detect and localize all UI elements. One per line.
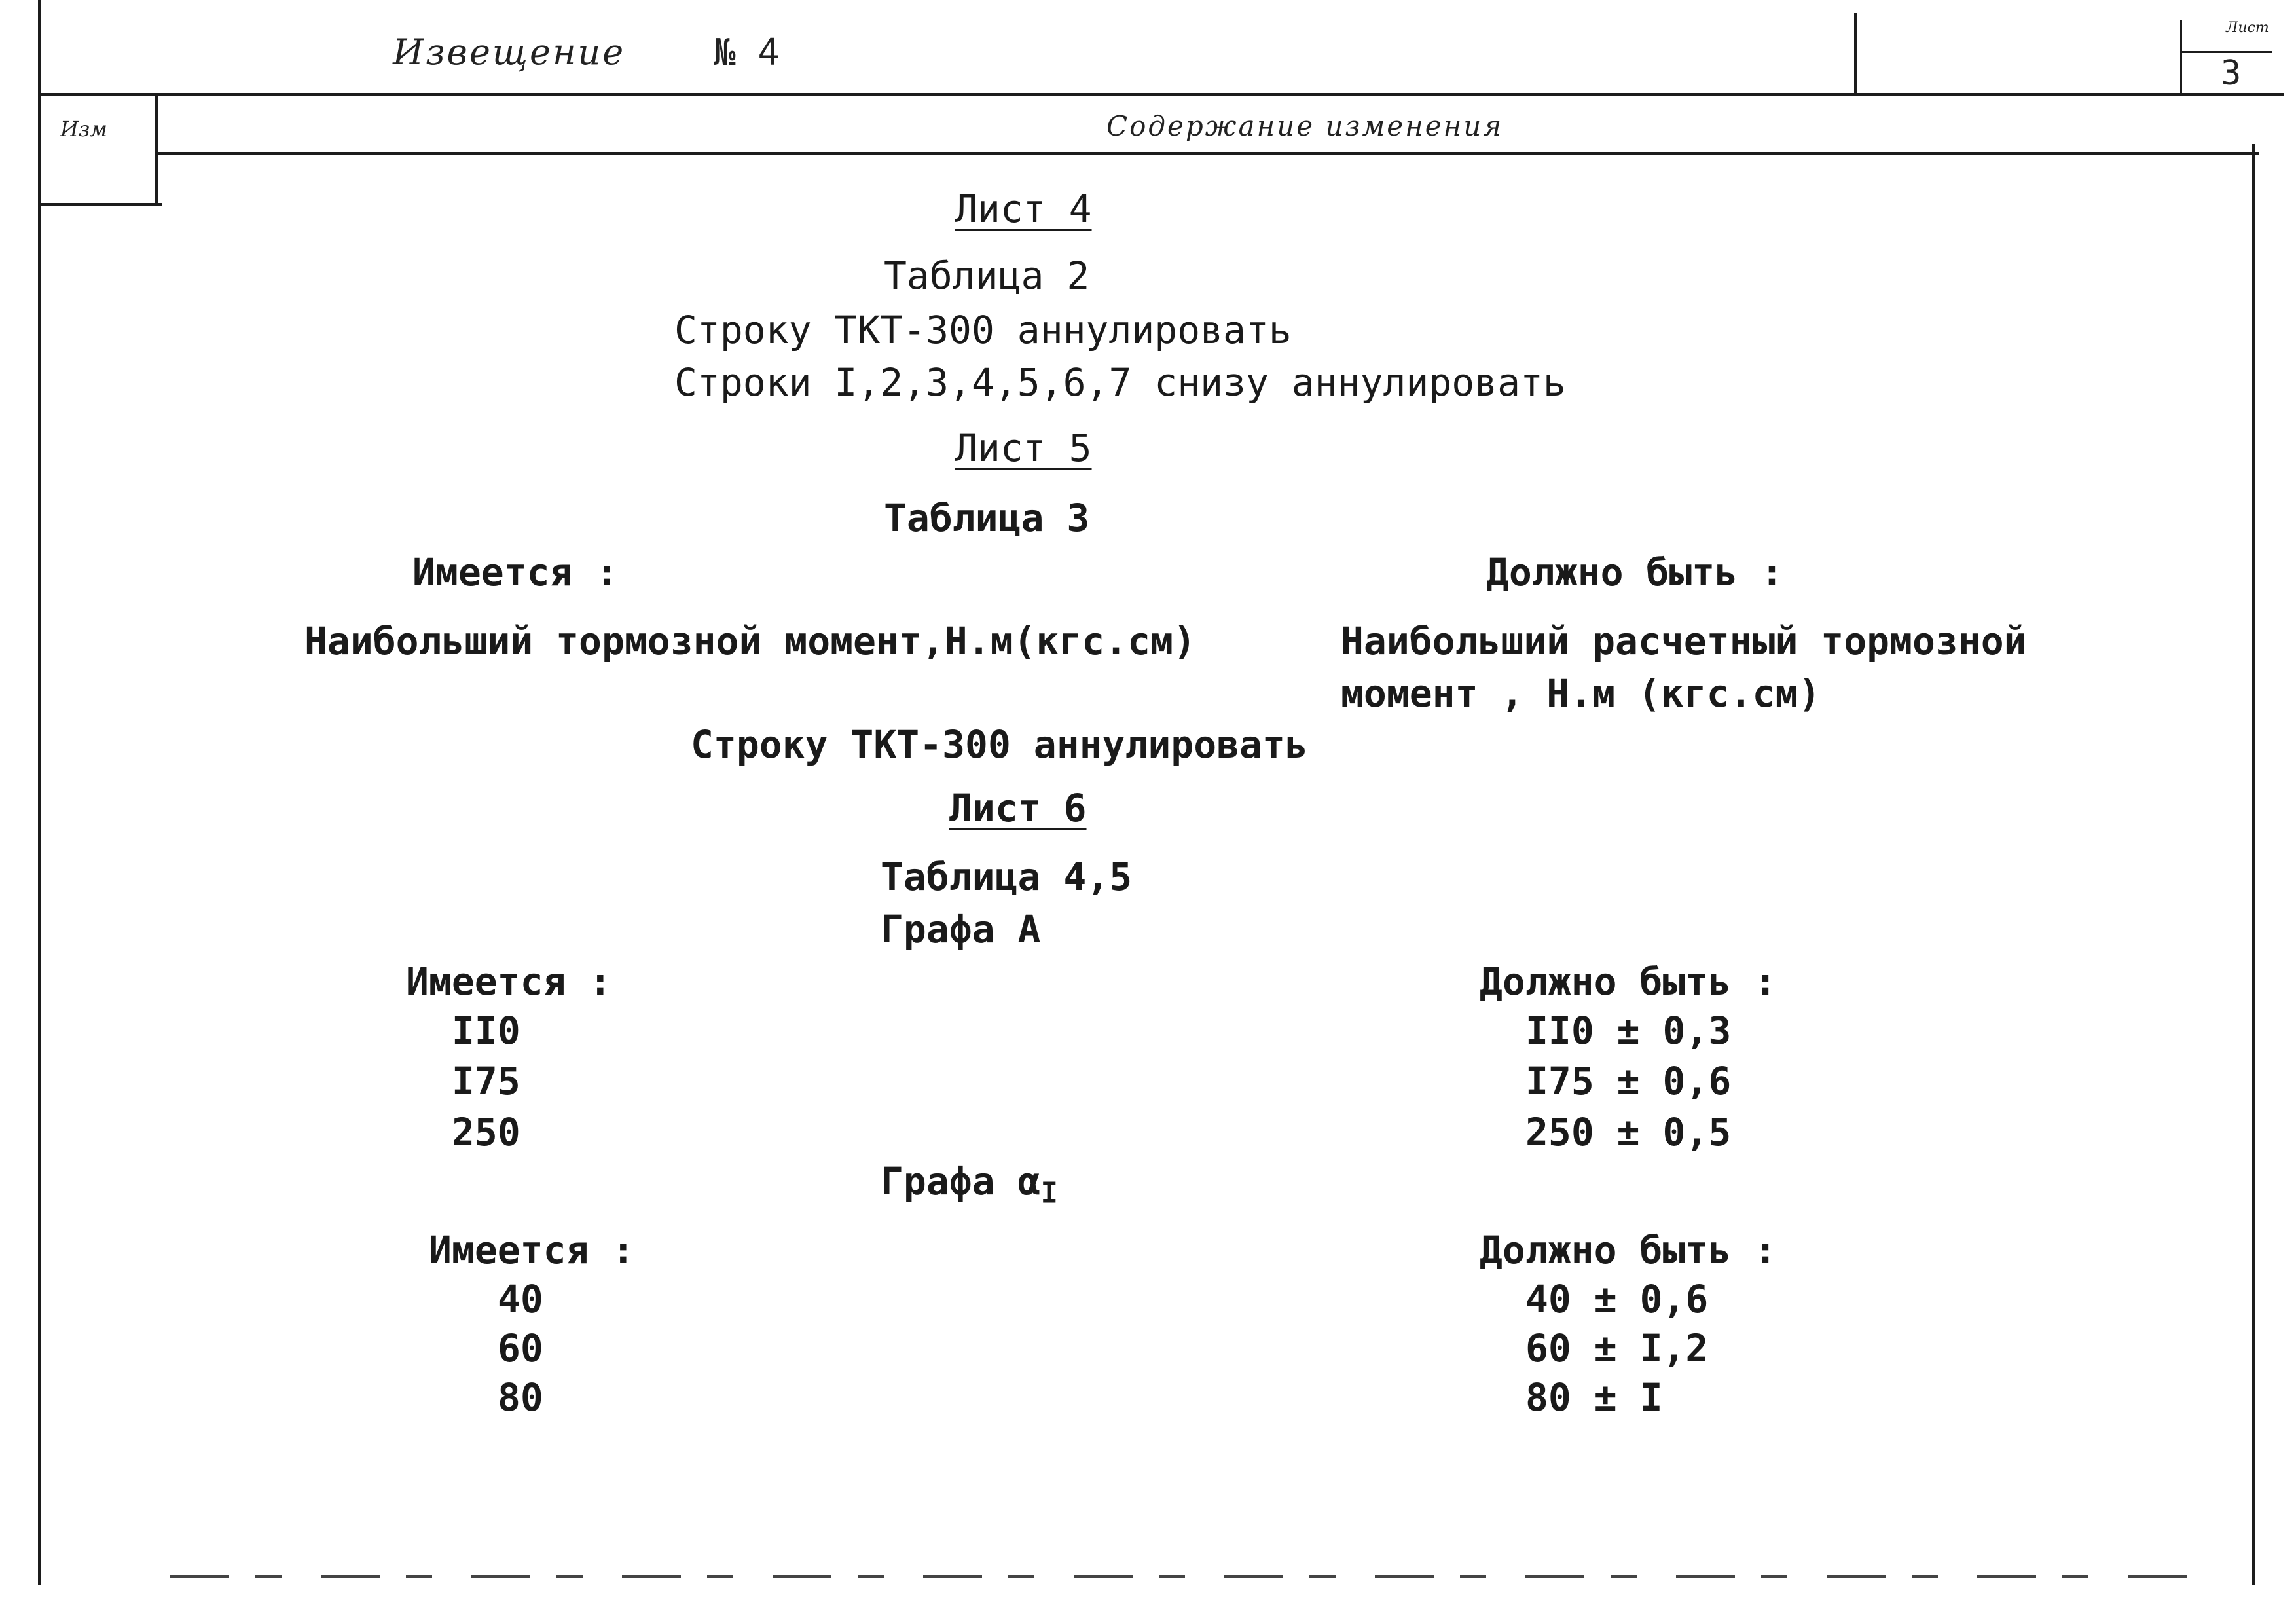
bottom-dashed-line bbox=[170, 1575, 2200, 1578]
sheet5-has-value: Наибольший тормозной момент,Н.м(кгс.см) bbox=[304, 619, 1196, 663]
izm-box-bottom bbox=[38, 203, 162, 206]
sheet5-table: Таблица 3 bbox=[884, 496, 1090, 540]
sheet4-table: Таблица 2 bbox=[884, 253, 1090, 298]
sheet6-has-label: Имеется : bbox=[406, 959, 612, 1004]
sheet4-title: Лист 4 bbox=[955, 187, 1092, 231]
sheet6-table: Таблица 4,5 bbox=[881, 855, 1133, 899]
page-box-divider bbox=[2180, 51, 2272, 53]
sheet5-has-label: Имеется : bbox=[412, 550, 619, 595]
column-a-has-value: 250 bbox=[452, 1110, 520, 1154]
sheet4-line1: Строку ТКТ-300 аннулировать bbox=[674, 308, 1292, 352]
sheet5-should-value-line1: Наибольший расчетный тормозной bbox=[1341, 619, 2027, 663]
header-column-divider bbox=[1854, 13, 1857, 95]
izm-box-right bbox=[155, 95, 158, 206]
column-a1-has-value: 60 bbox=[498, 1326, 543, 1371]
column-a1-should-value: 80 ± I bbox=[1525, 1375, 1663, 1420]
page-number: 3 bbox=[2221, 54, 2242, 93]
column-a1-label: Графа α bbox=[881, 1159, 1041, 1204]
column-a1-subscript: I bbox=[1040, 1176, 1058, 1210]
column-a1-has-value: 40 bbox=[498, 1277, 543, 1321]
header-divider bbox=[38, 93, 2284, 96]
frame-left-border bbox=[38, 0, 41, 1585]
sheet5-title: Лист 5 bbox=[955, 426, 1092, 470]
column-a1-has-value: 80 bbox=[498, 1375, 543, 1420]
notice-title: Извещение bbox=[393, 31, 626, 73]
page-box-left bbox=[2180, 20, 2182, 95]
content-top-border bbox=[157, 152, 2259, 155]
column-a-has-value: II0 bbox=[452, 1008, 520, 1053]
izm-label: Изм bbox=[60, 117, 107, 141]
sheet6-should-label: Должно быть : bbox=[1480, 959, 1777, 1004]
change-content-heading: Содержание изменения bbox=[1106, 110, 1504, 142]
column-a1-should-label: Должно быть : bbox=[1480, 1228, 1777, 1272]
column-a1-should-value: 40 ± 0,6 bbox=[1525, 1277, 1709, 1321]
sheet6-title: Лист 6 bbox=[949, 786, 1087, 830]
column-a1-should-value: 60 ± I,2 bbox=[1525, 1326, 1709, 1371]
sheet5-line: Строку ТКТ-300 аннулировать bbox=[691, 722, 1308, 767]
frame-right-border bbox=[2252, 144, 2255, 1585]
sheet4-line2: Строки I,2,3,4,5,6,7 снизу аннулировать bbox=[674, 360, 1566, 405]
sheet6-column-a: Графа А bbox=[881, 907, 1041, 951]
column-a-should-value: II0 ± 0,3 bbox=[1525, 1008, 1732, 1053]
sheet5-should-value-line2: момент , Н.м (кгс.см) bbox=[1341, 671, 1821, 716]
notice-number: № 4 bbox=[714, 31, 780, 74]
column-a1-has-label: Имеется : bbox=[429, 1228, 635, 1272]
column-a-should-value: 250 ± 0,5 bbox=[1525, 1110, 1732, 1154]
page-mark: Лист bbox=[2226, 20, 2269, 36]
sheet6-column-a1 bbox=[881, 1159, 1058, 1210]
column-a-has-value: I75 bbox=[452, 1059, 520, 1103]
sheet5-should-label: Должно быть : bbox=[1486, 550, 1783, 595]
column-a-should-value: I75 ± 0,6 bbox=[1525, 1059, 1732, 1103]
